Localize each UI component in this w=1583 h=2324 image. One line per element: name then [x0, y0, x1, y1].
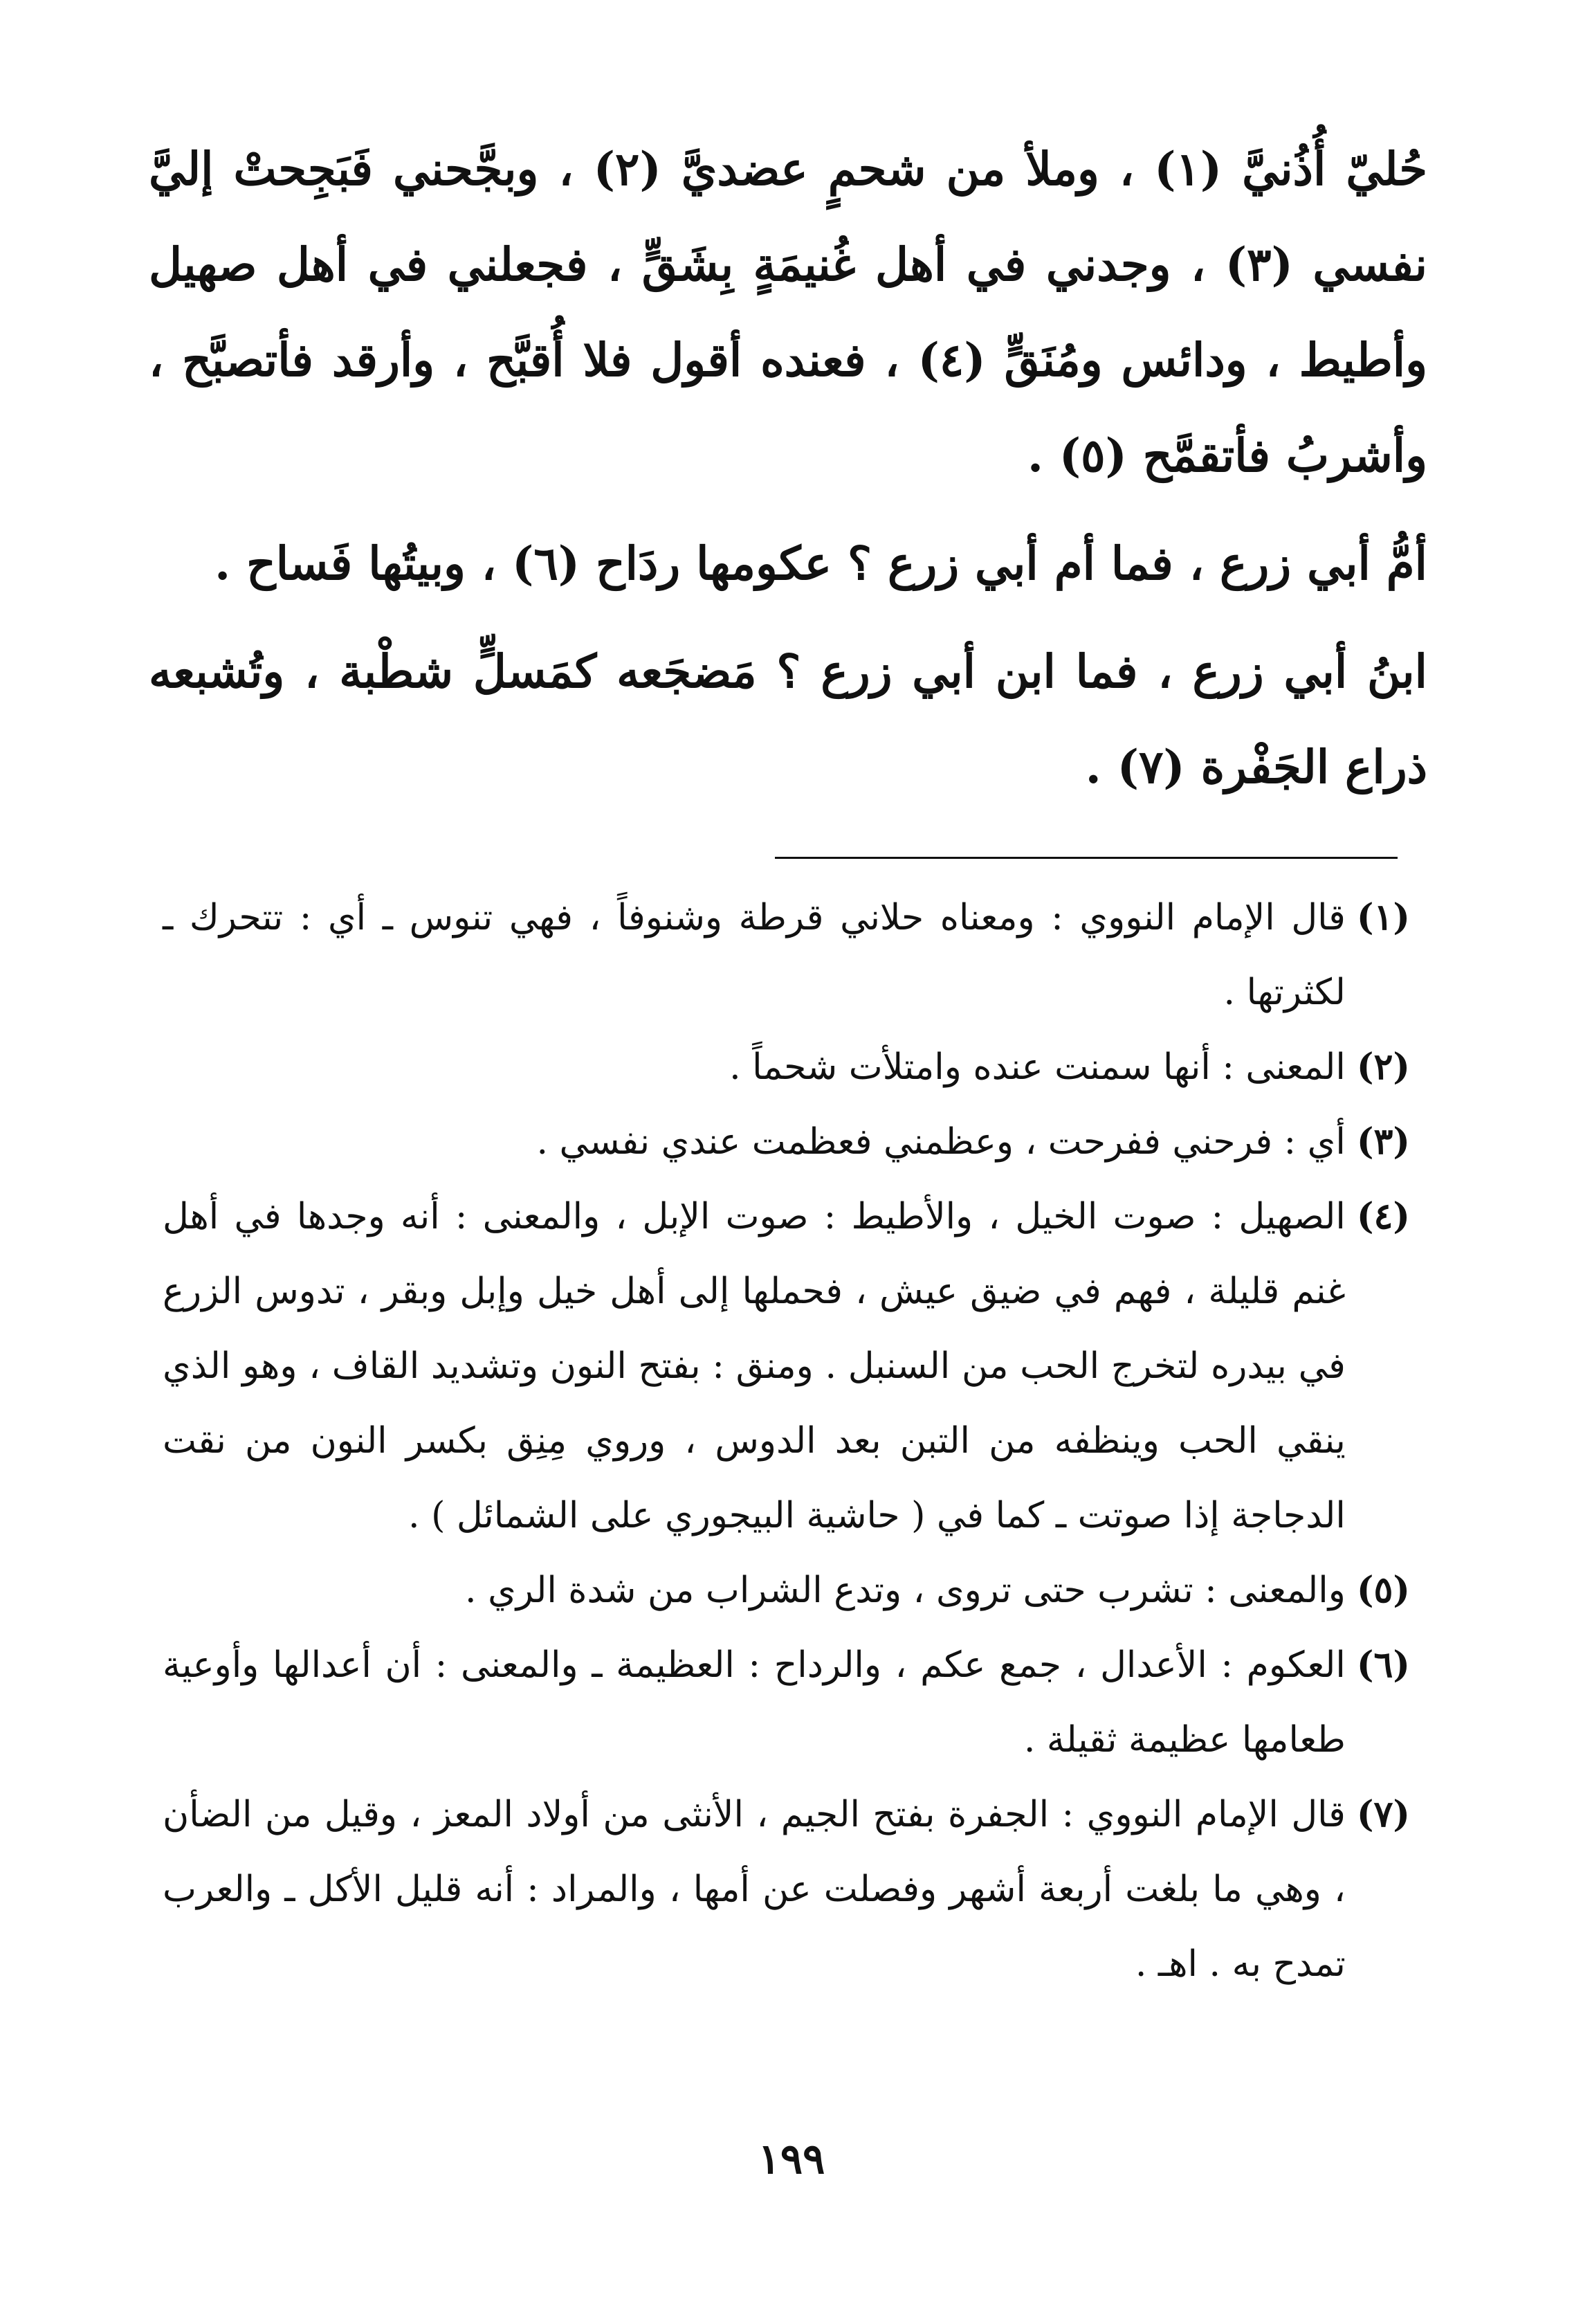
- footnote-number: (١): [1356, 896, 1410, 938]
- footnote-separator: [775, 857, 1398, 859]
- footnote-text: العكوم : الأعدال ، جمع عكم ، والرداح : العظيمة ـ والمعنى : أن أعدالها وأوعية طعامها عظيمة ثقيلة .: [163, 1644, 1346, 1761]
- footnote-number: (٧): [1356, 1793, 1410, 1835]
- footnote-number: (٢): [1356, 1046, 1410, 1088]
- footnote-1: [163, 880, 1410, 1030]
- footnote-7: [163, 1777, 1410, 2001]
- footnote-3: [163, 1105, 1410, 1179]
- main-paragraph-3: ابنُ أبي زرع ، فما ابن أبي زرع ؟ مَضجَعه كمَسلٍّ شطْبة ، وتُشبعه ذراع الجَفْرة (٧) .: [149, 644, 1427, 794]
- main-paragraph-1: حُليّ أُذُنيَّ (١) ، وملأ من شحمٍ عضديَّ (٢) ، وبجَّحني فَبَجِحتْ إليَّ نفسي (٣) ، وجدني في أهل غُنيمَةٍ بِشَقٍّ ، فجعلني في أهل صهيل وأطيط ، ودائس ومُنَقٍّ (٤) ، فعنده أقول فلا أُقبَّح ، وأرقد فأتصبَّح ، وأشربُ فأتقمَّح (٥) .: [149, 142, 1427, 482]
- page-number: ١٩٩: [758, 2135, 825, 2184]
- footnote-text: المعنى : أنها سمنت عنده وامتلأت شحماً .: [729, 1046, 1346, 1088]
- footnote-5: [163, 1553, 1410, 1628]
- footnote-text: والمعنى : تشرب حتى تروى ، وتدع الشراب من شدة الري .: [465, 1570, 1346, 1611]
- footnote-text: قال الإمام النووي : الجفرة بفتح الجيم ، الأنثى من أولاد المعز ، وقيل من الضأن ، وهي ما بلغت أربعة أشهر وفصلت عن أمها ، والمراد : أنه قليل الأكل ـ والعرب تمدح به . اهـ .: [163, 1794, 1346, 1985]
- footnote-number: (٥): [1356, 1569, 1410, 1611]
- footnote-text: أي : فرحني ففرحت ، وعظمني فعظمت عندي نفسي .: [536, 1121, 1346, 1163]
- footnote-2: [163, 1030, 1410, 1105]
- footnote-6: [163, 1628, 1410, 1777]
- footnote-number: (٦): [1356, 1644, 1410, 1686]
- footnote-text: قال الإمام النووي : ومعناه حلاني قرطة وشنوفاً ، فهي تنوس ـ أي : تتحرك ـ لكثرتها .: [163, 897, 1346, 1013]
- footnote-4: [163, 1179, 1410, 1553]
- footnote-number: (٣): [1356, 1120, 1410, 1163]
- footnote-number: (٤): [1356, 1195, 1410, 1237]
- footnotes: [163, 880, 1410, 2001]
- main-text: [149, 121, 1427, 815]
- footnote-text: الصهيل : صوت الخيل ، والأطيط : صوت الإبل ، والمعنى : أنه وجدها في أهل غنم قليلة ، فهم في ضيق عيش ، فحملها إلى أهل خيل وإبل وبقر ، تدوس الزرع في بيدره لتخرج الحب من السنبل . ومنق : بفتح النون وتشديد القاف ، وهو الذي ينقي الحب وينظفه من التبن بعد الدوس ، وروي مِنِق بكسر النون من نقت الدجاجة إذا صوتت ـ كما في ( حاشية البيجوري على الشمائل ) .: [163, 1196, 1346, 1536]
- main-paragraph-2: أمُّ أبي زرع ، فما أم أبي زرع ؟ عكومها ردَاح (٦) ، وبيتُها فَساح .: [214, 536, 1427, 590]
